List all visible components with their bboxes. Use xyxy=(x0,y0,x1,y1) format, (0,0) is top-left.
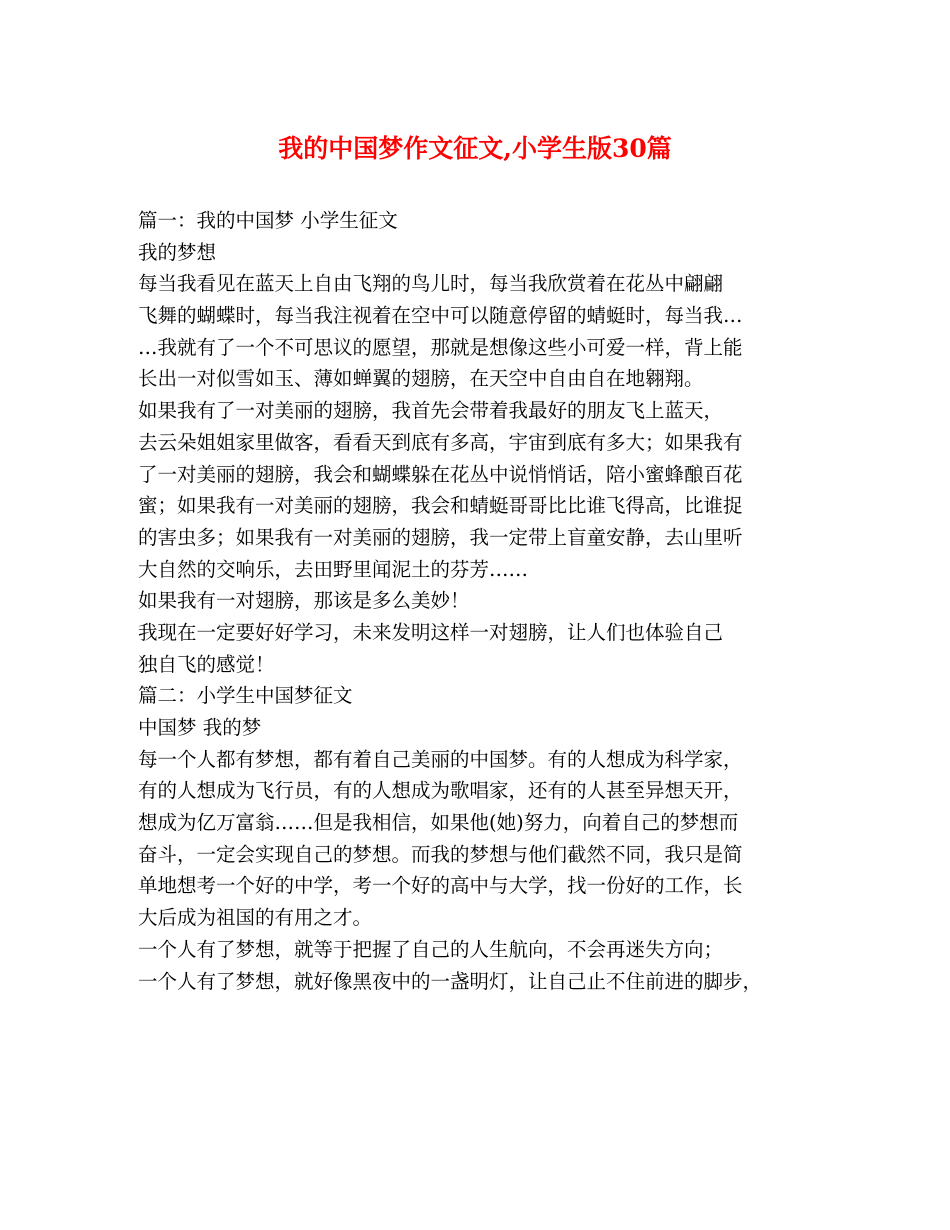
document-body xyxy=(138,205,828,997)
body-line: 我现在一定要好好学习，未来发明这样一对翅膀，让人们也体验自己 xyxy=(138,620,724,644)
body-line: 一个人有了梦想，就好像黑夜中的一盏明灯，让自己止不住前进的脚步， xyxy=(138,969,763,993)
body-line: 一个人有了梦想，就等于把握了自己的人生航向，不会再迷失方向； xyxy=(138,937,724,961)
body-line: 每当我看见在蓝天上自由飞翔的鸟儿时，每当我欣赏着在花丛中翩翩 xyxy=(138,272,724,296)
body-line: 想成为亿万富翁……但是我相信，如果他(她)努力，向着自己的梦想而 xyxy=(138,811,739,835)
body-line: 单地想考一个好的中学，考一个好的高中与大学，找一份好的工作，长 xyxy=(138,874,743,898)
body-line: 如果我有一对翅膀，那该是多么美妙！ xyxy=(138,589,470,613)
body-line: 独自飞的感觉！ xyxy=(138,652,275,676)
body-line: 如果我有了一对美丽的翅膀，我首先会带着我最好的朋友飞上蓝天， xyxy=(138,399,724,423)
body-line: 飞舞的蝴蝶时，每当我注视着在空中可以随意停留的蜻蜓时，每当我… xyxy=(138,304,743,328)
body-line: 蜜；如果我有一对美丽的翅膀，我会和蜻蜓哥哥比比谁飞得高，比谁捉 xyxy=(138,494,743,518)
body-line: 大后成为祖国的有用之才。 xyxy=(138,906,373,930)
body-line: 大自然的交响乐，去田野里闻泥土的芬芳…… xyxy=(138,557,529,581)
body-line: 奋斗，一定会实现自己的梦想。而我的梦想与他们截然不同，我只是简 xyxy=(138,842,743,866)
body-line: 了一对美丽的翅膀，我会和蝴蝶躲在花丛中说悄悄话，陪小蜜蜂酿百花 xyxy=(138,462,743,486)
body-line: 中国梦 我的梦 xyxy=(138,716,262,739)
body-line: 每一个人都有梦想，都有着自己美丽的中国梦。有的人想成为科学家， xyxy=(138,747,743,771)
body-line: 篇一：我的中国梦 小学生征文 xyxy=(138,209,398,232)
document-title: 我的中国梦作文征文,小学生版30篇 xyxy=(278,134,672,163)
body-line: 的害虫多；如果我有一对美丽的翅膀，我一定带上盲童安静，去山里听 xyxy=(138,525,743,549)
body-line: 篇二：小学生中国梦征文 xyxy=(138,684,353,708)
body-line: 去云朵姐姐家里做客，看看天到底有多高，宇宙到底有多大；如果我有 xyxy=(138,430,743,454)
body-line: 长出一对似雪如玉、薄如蝉翼的翅膀，在天空中自由自在地翱翔。 xyxy=(138,367,704,391)
body-line: …我就有了一个不可思议的愿望，那就是想像这些小可爱一样，背上能 xyxy=(138,335,743,359)
body-line: 有的人想成为飞行员，有的人想成为歌唱家，还有的人甚至异想天开， xyxy=(138,779,743,803)
body-line: 我的梦想 xyxy=(138,240,217,264)
